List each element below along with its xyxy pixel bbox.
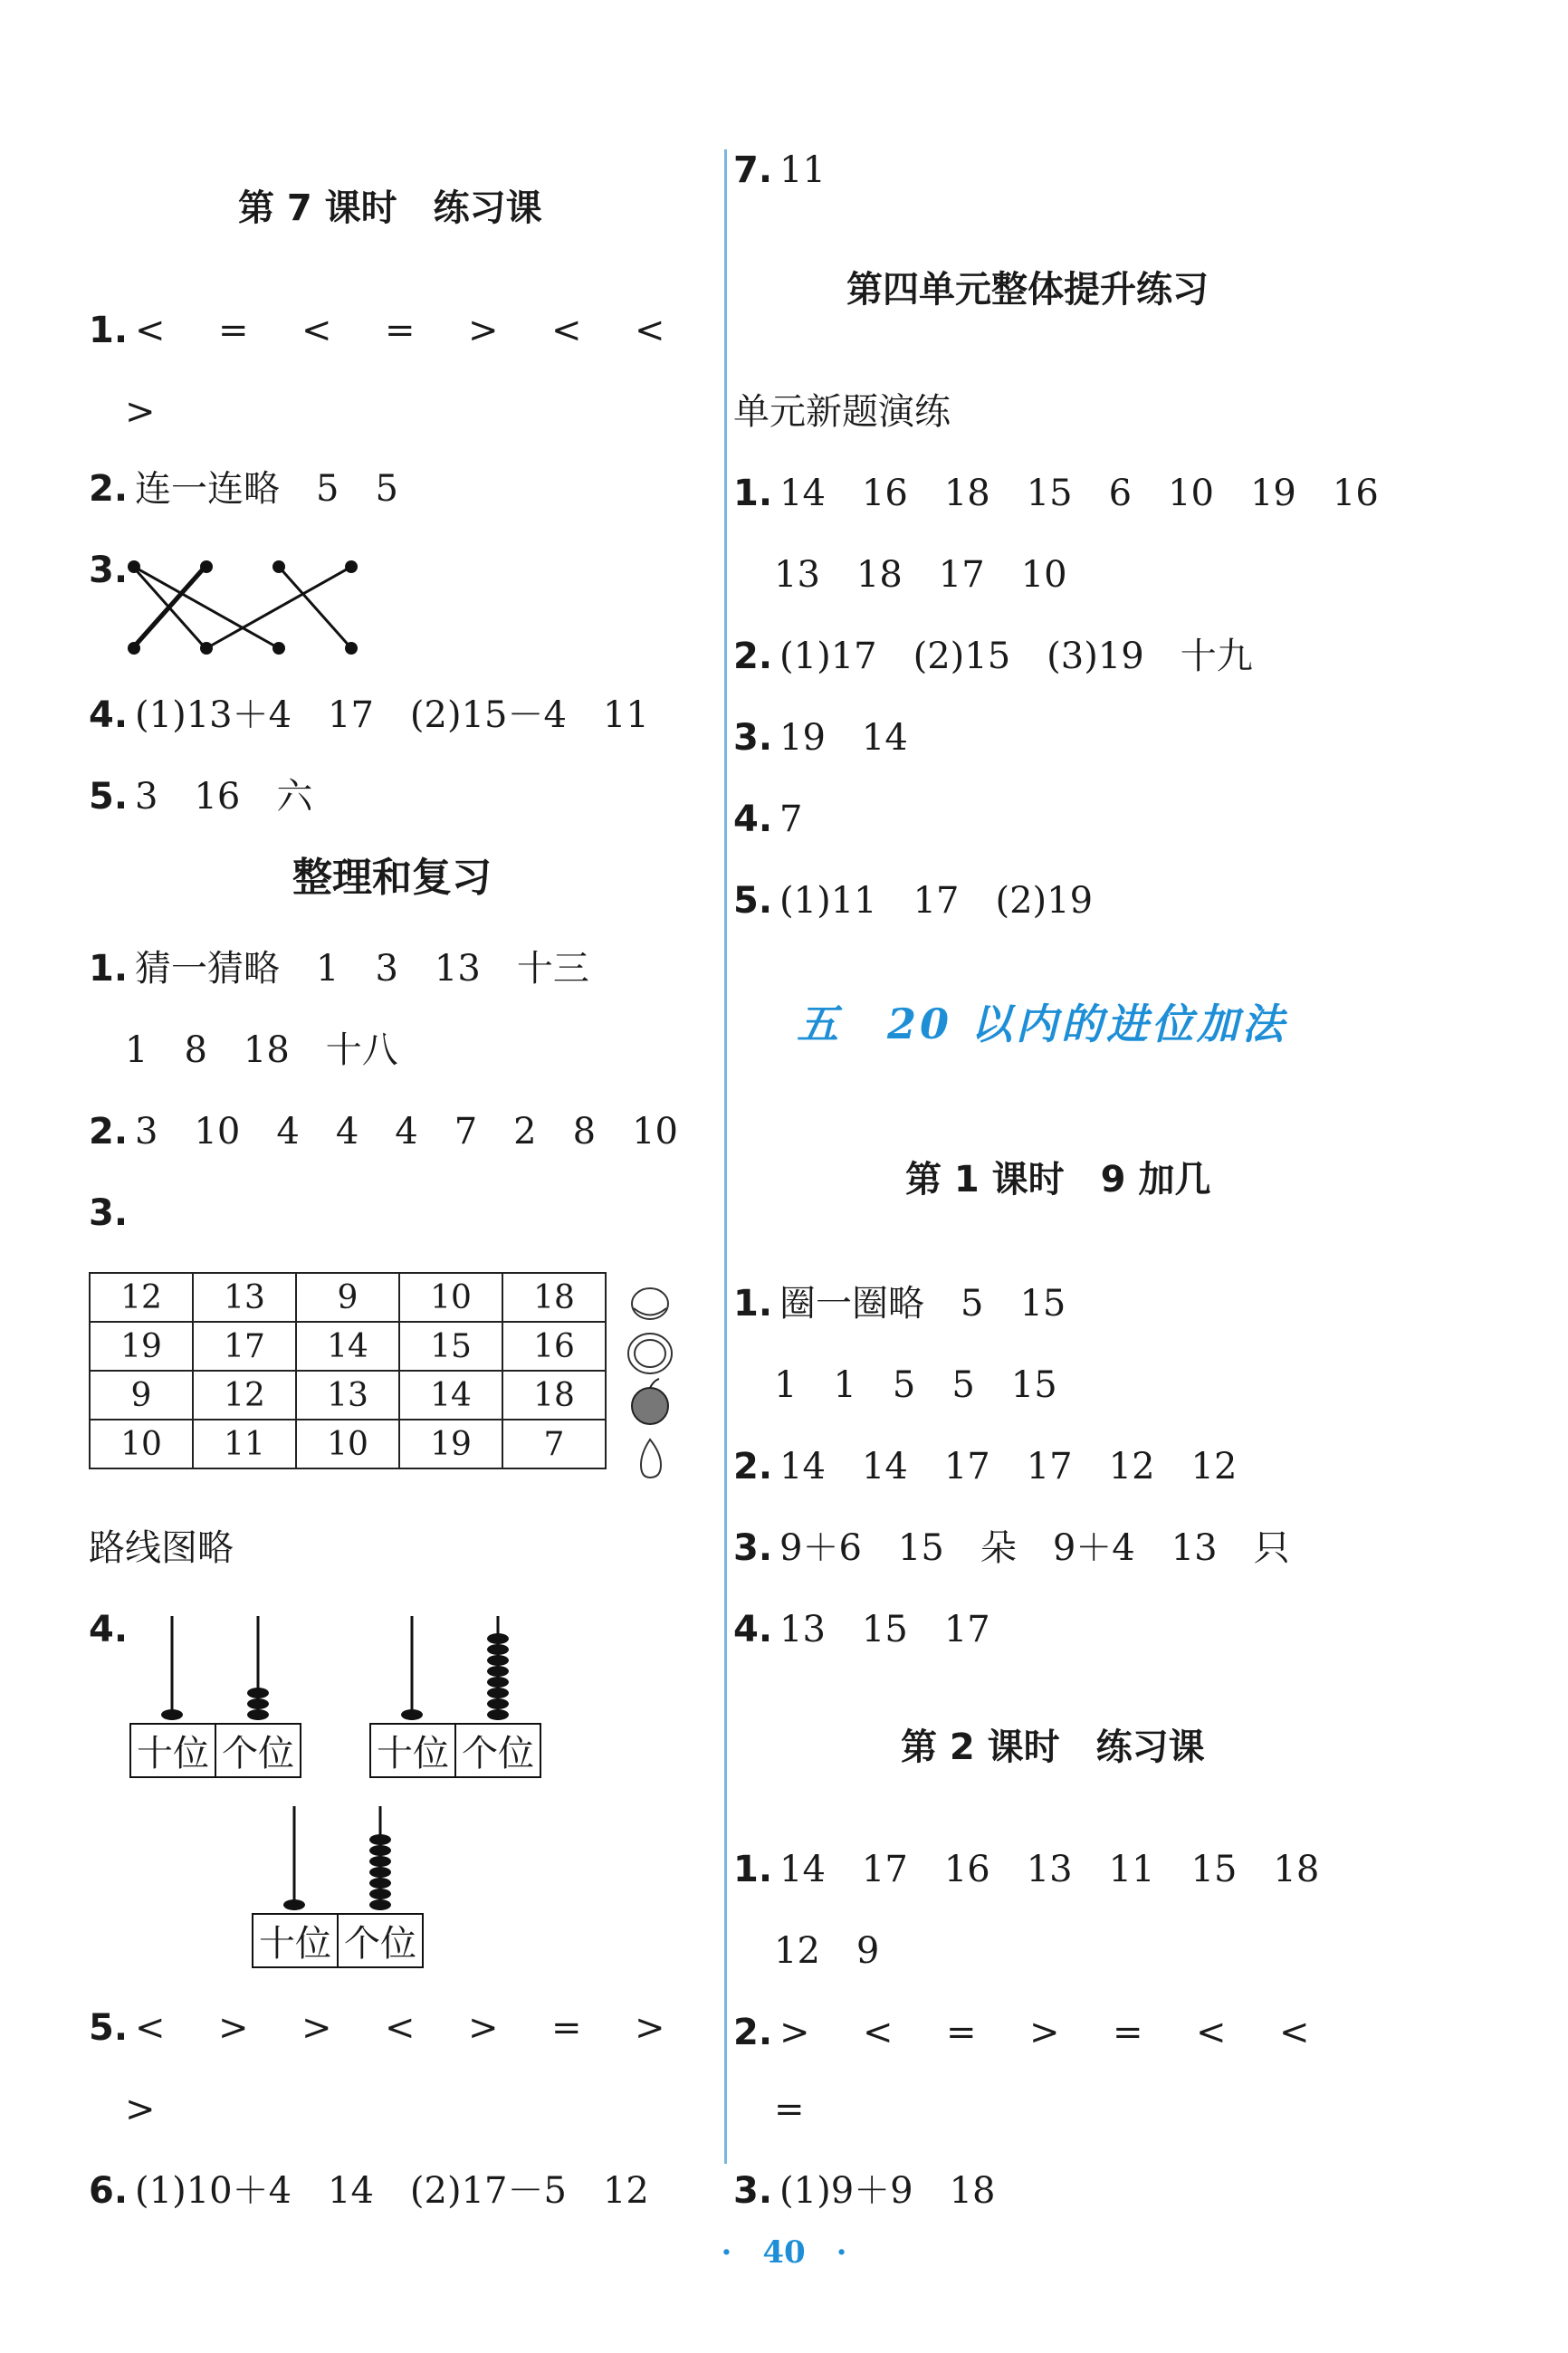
r-q5-symbols [135, 2007, 718, 2049]
table-cell: 19 [399, 1420, 502, 1468]
comparison-symbol: = [551, 2007, 582, 2049]
abacus-rods [252, 1802, 424, 1915]
q-number: 1. [733, 473, 773, 514]
q-number: 2. [89, 1111, 129, 1153]
a-q2 [733, 1444, 1237, 1489]
tens-label: 十位 [131, 1725, 216, 1776]
q-number: 2. [733, 2012, 773, 2053]
tens-label: 十位 [253, 1915, 339, 1966]
table-cell: 14 [296, 1322, 399, 1371]
number-table [89, 1272, 607, 1469]
a-q1-line1: 圈一圈略 5 15 [779, 1283, 1066, 1325]
u-q2 [733, 634, 1253, 679]
a-q3 [733, 1526, 1290, 1571]
table-cell: 16 [502, 1322, 606, 1371]
ones-label: 个位 [222, 1733, 294, 1774]
comparison-symbol: < [1279, 2012, 1310, 2053]
u-q5 [733, 878, 1093, 923]
abacus-3 [252, 1802, 424, 1969]
u-q1-line1: 14 16 18 15 6 10 19 16 [779, 473, 1379, 514]
comparison-symbol: = [385, 310, 416, 351]
l7-q5-text: 3 16 六 [135, 776, 313, 818]
l7-q2 [89, 466, 398, 512]
r-q1-line2: 1 8 18 十八 [125, 1029, 398, 1071]
comparison-symbol: < [1196, 2012, 1227, 2053]
lesson1-title: 第 1 课时 9 加几 [905, 1159, 1211, 1200]
table-row [90, 1371, 606, 1420]
q-number: 3. [733, 1527, 773, 1569]
q-number: 4. [733, 1609, 773, 1650]
u-q3-text: 19 14 [779, 717, 908, 759]
u-q4-text: 7 [779, 799, 803, 840]
q-number: 3. [89, 1192, 129, 1234]
q-number: 2. [733, 636, 773, 677]
r-q3 [89, 1191, 135, 1236]
u-q1-line2: 13 18 17 10 [774, 554, 1067, 596]
q-number: 2. [733, 1446, 773, 1487]
b-q3 [733, 2168, 996, 2214]
r-q1-line1: 猜一猜略 1 3 13 十三 [135, 948, 589, 990]
review-title: 整理和复习 [292, 855, 492, 901]
u-q3 [733, 715, 908, 760]
l7-q1 [89, 308, 718, 353]
q-number: 4. [733, 799, 773, 840]
q-number: 1. [733, 1283, 773, 1325]
comparison-symbol: < [385, 2007, 416, 2049]
ones-label: 个位 [344, 1923, 416, 1965]
comparison-symbol: = [218, 310, 249, 351]
table-cell: 12 [193, 1371, 296, 1420]
table-cell: 7 [502, 1420, 606, 1468]
comparison-symbol: = [946, 2012, 977, 2053]
a-q1-line2: 1 1 5 5 15 [774, 1364, 1057, 1406]
table-cell: 19 [90, 1322, 193, 1371]
u-q2-text: (1)17 (2)15 (3)19 十九 [779, 636, 1253, 677]
q-number: 1. [89, 310, 129, 351]
pear-icon [641, 1440, 661, 1478]
l7-q1-line2: > [125, 391, 156, 433]
r-q2 [89, 1109, 678, 1154]
comparison-symbol: < [301, 310, 332, 351]
b-q1-line1: 14 17 16 13 11 15 18 [779, 1849, 1320, 1890]
a-q4 [733, 1607, 990, 1652]
comparison-symbol: < [551, 310, 582, 351]
abacus-1 [129, 1612, 301, 1779]
b-q3-text: (1)9＋9 18 [779, 2170, 996, 2212]
apple-icon [632, 1388, 668, 1424]
comparison-symbol: < [635, 310, 665, 351]
b-q2-symbols [779, 2012, 1362, 2053]
q-number: 7. [733, 149, 773, 191]
q-number: 2. [89, 468, 129, 510]
ones-label: 个位 [462, 1733, 534, 1774]
table-cell: 9 [90, 1371, 193, 1420]
q-number: 5. [733, 880, 773, 922]
q-number: 3. [733, 717, 773, 759]
q-number: 3. [733, 2170, 773, 2212]
a-q1 [733, 1281, 1066, 1326]
comparison-symbol: > [301, 2007, 332, 2049]
page-number: · 40 · [721, 2234, 847, 2271]
l7-q4 [89, 693, 649, 738]
r-q1 [89, 946, 589, 991]
table-cell: 10 [90, 1420, 193, 1468]
r-q4 [89, 1607, 135, 1652]
lesson7-title: 第 7 课时 练习课 [238, 187, 542, 229]
table-cell: 13 [193, 1273, 296, 1322]
abacus-2 [369, 1612, 541, 1779]
comparison-symbol: > [1029, 2012, 1060, 2053]
comparison-symbol: > [468, 2007, 499, 2049]
comparison-symbol: > [635, 2007, 665, 2049]
table-cell: 15 [399, 1322, 502, 1371]
route-text: 路线图略 [89, 1527, 234, 1569]
q-number: 1. [733, 1849, 773, 1890]
l7-q1-symbols [135, 310, 718, 351]
r-q5 [89, 2005, 718, 2051]
table-cell: 10 [399, 1273, 502, 1322]
l7-q2-text: 连一连略 5 5 [135, 468, 398, 510]
unit5-title: 五 20 以内的进位加法 [797, 1000, 1288, 1048]
table-row [90, 1322, 606, 1371]
table-cell: 12 [90, 1273, 193, 1322]
comparison-symbol: = [1113, 2012, 1143, 2053]
b-q2 [733, 2010, 1362, 2055]
table-cell: 13 [296, 1371, 399, 1420]
q7 [733, 148, 826, 193]
table-row [90, 1273, 606, 1322]
abacus-rods [129, 1612, 301, 1725]
fruit-icons [625, 1277, 679, 1485]
table-cell: 18 [502, 1273, 606, 1322]
q-number: 5. [89, 776, 129, 818]
q-number: 4. [89, 1609, 129, 1650]
table-cell: 11 [193, 1420, 296, 1468]
comparison-symbol: < [135, 310, 166, 351]
q-number: 5. [89, 2007, 129, 2049]
column-divider [724, 149, 727, 2164]
u-q5-text: (1)11 17 (2)19 [779, 880, 1094, 922]
table-row [90, 1420, 606, 1468]
unit4-title: 第四单元整体提升练习 [846, 269, 1209, 311]
l7-q5 [89, 774, 312, 819]
r-q6-text: (1)10＋4 14 (2)17－5 12 [135, 2170, 649, 2212]
table-cell: 18 [502, 1371, 606, 1420]
comparison-symbol: > [468, 310, 499, 351]
comparison-symbol: < [863, 2012, 894, 2053]
a-q4-text: 13 15 17 [779, 1609, 990, 1650]
u-q1 [733, 471, 1379, 516]
q-number: 4. [89, 694, 129, 736]
q-number: 1. [89, 948, 129, 990]
r-q6 [89, 2168, 649, 2214]
u-q4 [733, 797, 802, 842]
b-q1 [733, 1847, 1319, 1892]
tens-label: 十位 [371, 1725, 456, 1776]
q-number: 6. [89, 2170, 129, 2212]
a-q2-text: 14 14 17 17 12 12 [779, 1446, 1238, 1487]
matching-dots [125, 552, 451, 661]
table-cell: 9 [296, 1273, 399, 1322]
abacus-rods [369, 1612, 541, 1725]
lesson2-title: 第 2 课时 练习课 [901, 1726, 1205, 1768]
l7-q4-text: (1)13＋4 17 (2)15－4 11 [135, 694, 649, 736]
table-cell: 14 [399, 1371, 502, 1420]
q-number: 3. [89, 550, 129, 591]
r-q5-line2: > [125, 2089, 156, 2130]
comparison-symbol: > [218, 2007, 249, 2049]
table-cell: 10 [296, 1420, 399, 1468]
comparison-symbol: > [779, 2012, 810, 2053]
b-q1-line2: 12 9 [774, 1930, 880, 1972]
a-q3-text: 9＋6 15 朵 9＋4 13 只 [779, 1527, 1290, 1569]
table-cell: 17 [193, 1322, 296, 1371]
b-q2-line2: = [774, 2089, 805, 2130]
r-q2-text: 3 10 4 4 4 7 2 8 10 [135, 1111, 678, 1153]
q7-text: 11 [779, 149, 826, 191]
new-questions-label: 单元新题演练 [733, 391, 951, 433]
comparison-symbol: < [135, 2007, 166, 2049]
